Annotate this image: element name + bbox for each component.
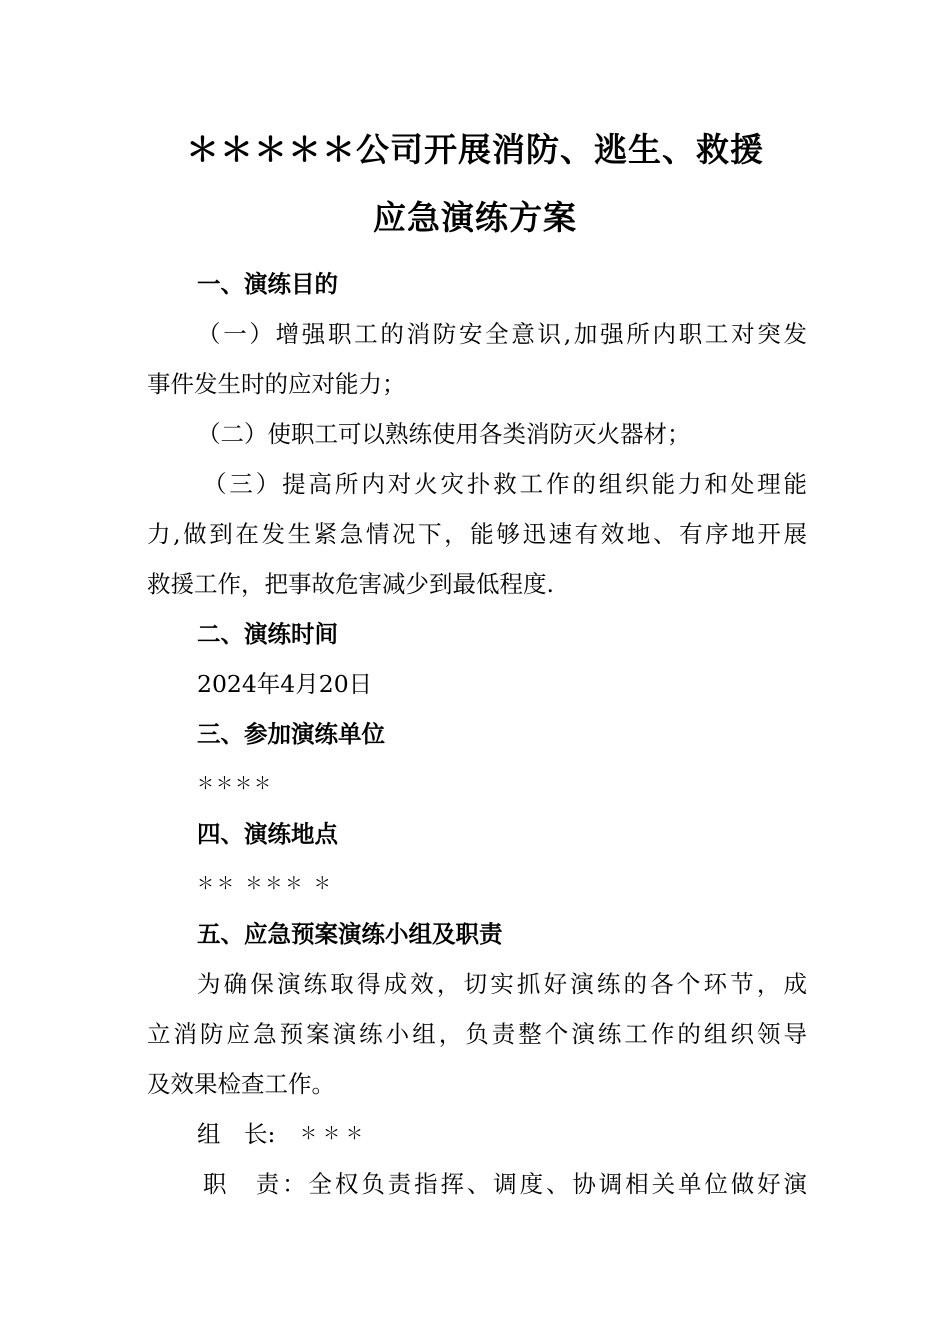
section4-heading: 四、演练地点	[197, 820, 338, 848]
section1-item3-line2: 力,做到在发生紧急情况下，能够迅速有效地、有序地开展	[147, 520, 807, 548]
section5-heading: 五、应急预案演练小组及职责	[197, 920, 503, 948]
section1-heading: 一、演练目的	[197, 270, 338, 298]
section1-item1-line1: （一）增强职工的消防安全意识,加强所内职工对突发	[197, 320, 807, 348]
section1-item3-line1: （三）提高所内对火灾扑救工作的组织能力和处理能	[203, 470, 807, 498]
section4-value: ＊＊ ＊＊＊ ＊	[197, 874, 334, 894]
leader-value: ＊＊＊	[300, 1124, 369, 1144]
document-title-line2: 应急演练方案	[373, 198, 577, 237]
section1-item3-line3: 救援工作，把事故危害减少到最低程度.	[147, 570, 554, 598]
section3-value: ＊＊＊＊	[197, 774, 273, 794]
section2-value: 2024年4月20日	[197, 670, 373, 698]
section1-item1-line2: 事件发生时的应对能力；	[147, 370, 406, 398]
section2-heading: 二、演练时间	[197, 620, 338, 648]
section1-item2-line1: （二）使职工可以熟练使用各类消防灭火器材；	[197, 420, 691, 448]
leader-label: 组 长:	[197, 1120, 276, 1148]
section3-heading: 三、参加演练单位	[197, 720, 385, 748]
section5-para-line2: 立消防应急预案演练小组，负责整个演练工作的组织领导	[147, 1020, 807, 1048]
section5-para-line3: 及效果检查工作。	[147, 1070, 335, 1098]
section5-para-line1: 为确保演练取得成效，切实抓好演练的各个环节，成	[197, 970, 807, 998]
duty-line1: 职 责：全权负责指挥、调度、协调相关单位做好演	[203, 1170, 807, 1198]
document-title-line1: ＊＊＊＊＊公司开展消防、逃生、救援	[186, 130, 764, 169]
